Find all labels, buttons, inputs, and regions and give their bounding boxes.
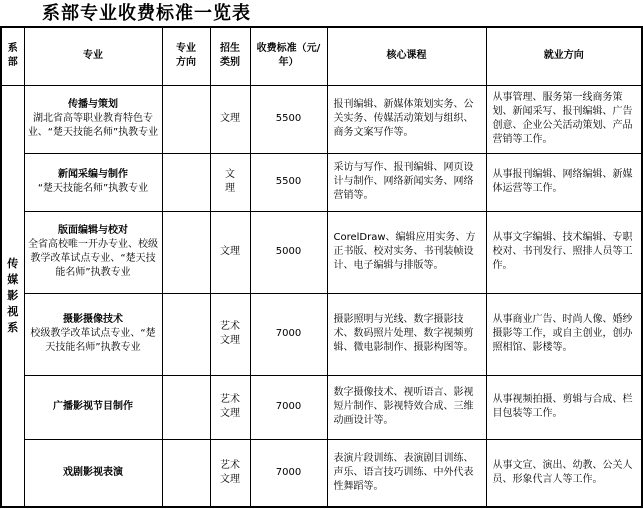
major-cell (24, 85, 162, 153)
table-row (1, 439, 642, 507)
major-cell (24, 293, 162, 375)
table-row (1, 375, 642, 439)
courses-cell: 报刊编辑、新媒体策划实务、公关实务、传媒活动策划与组织、商务文案写作等。 (327, 85, 486, 153)
major-desc: 湖北省高等职业教育特色专业、“楚天技能名师”执教专业 (27, 113, 159, 138)
direction-cell (162, 293, 210, 375)
major-name: 戏剧影视表演 (63, 466, 123, 478)
courses-cell: 摄影照明与光线、数字摄影技术、数码照片处理、数字视频剪辑、微电影制作、摄影构图等。 (327, 293, 486, 375)
category-cell: 文理 (210, 153, 250, 211)
major-desc: 校级教学改革试点专业、“楚天技能名师”执教专业 (30, 328, 156, 353)
header-courses: 核心课程 (327, 27, 486, 85)
category-cell: 文理 (210, 211, 250, 293)
direction-cell (162, 439, 210, 507)
fee-cell: 5000 (250, 211, 327, 293)
major-name: 摄影摄像技术 (63, 314, 123, 325)
category-cell: 文理 (210, 85, 250, 153)
major-cell (24, 153, 162, 211)
table-row (1, 211, 642, 293)
courses-cell: 数字摄像技术、视听语言、影视短片制作、影视特效合成、三维动画设计等。 (327, 375, 486, 439)
fee-cell: 7000 (250, 439, 327, 507)
major-desc: 全省高校唯一开办专业、校级教学改革试点专业、“楚天技能名师”执教专业 (28, 239, 158, 278)
fee-table (0, 26, 643, 508)
direction-cell (162, 85, 210, 153)
table-row (1, 293, 642, 375)
direction-cell (162, 211, 210, 293)
major-cell (24, 439, 162, 507)
major-name: 广播影视节目制作 (53, 401, 133, 412)
table-row (1, 153, 642, 211)
header-row (1, 27, 642, 85)
major-name: 传播与策划 (68, 99, 118, 110)
major-desc: “楚天技能名师”执教专业 (37, 183, 149, 194)
header-category: 招生类别 (210, 27, 250, 85)
employment-cell: 从事管理、服务第一线商务策划、新闻采写、报刊编辑、广告创意、企业公关活动策划、产品营销等工作。 (486, 85, 642, 153)
employment-cell: 从事文宣、演出、幼教、公关人员、形象代言人等工作。 (486, 439, 642, 507)
fee-cell: 7000 (250, 375, 327, 439)
fee-cell: 7000 (250, 293, 327, 375)
courses-cell: 采访与写作、报刊编辑、网页设计与制作、网络新闻实务、网络营销等。 (327, 153, 486, 211)
header-major: 专业 (24, 27, 162, 85)
major-cell (24, 211, 162, 293)
department-cell: 传媒影视系 (1, 85, 24, 507)
employment-cell: 从事文字编辑、技术编辑、专职校对、书刊发行、照排人员等工作。 (486, 211, 642, 293)
category-cell: 艺术文理 (210, 375, 250, 439)
category-cell: 艺术文理 (210, 293, 250, 375)
page-title: 系部专业收费标准一览表 (42, 3, 251, 24)
fee-cell: 5500 (250, 153, 327, 211)
major-name: 新闻采编与制作 (58, 169, 128, 180)
header-dept: 系部 (1, 27, 24, 85)
direction-cell (162, 153, 210, 211)
fee-cell: 5500 (250, 85, 327, 153)
table-row (1, 85, 642, 153)
courses-cell: 表演片段训练、表演剧目训练、声乐、语言技巧训练、中外代表性舞蹈等。 (327, 439, 486, 507)
header-direction: 专业方向 (162, 27, 210, 85)
major-name: 版面编辑与校对 (58, 225, 128, 236)
employment-cell: 从事报刊编辑、网络编辑、新媒体运营等工作。 (486, 153, 642, 211)
employment-cell: 从事视频拍摄、剪辑与合成、栏目包装等工作。 (486, 375, 642, 439)
courses-cell: CorelDraw、编辑应用实务、方正书版、校对实务、书刊装帧设计、电子编辑与排版等。 (327, 211, 486, 293)
category-cell: 艺术文理 (210, 439, 250, 507)
header-employment: 就业方向 (486, 27, 642, 85)
direction-cell (162, 375, 210, 439)
header-fee: 收费标准（元/年） (250, 27, 327, 85)
employment-cell: 从事商业广告、时尚人像、婚纱摄影等工作，或自主创业，创办照相馆、影楼等。 (486, 293, 642, 375)
major-cell (24, 375, 162, 439)
